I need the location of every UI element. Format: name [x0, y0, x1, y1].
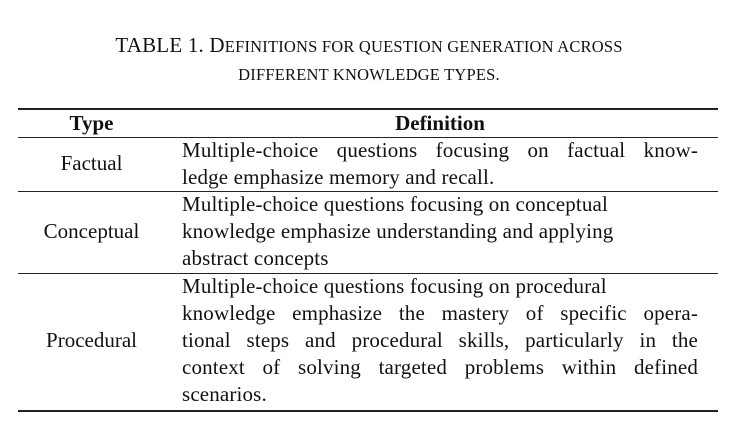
table-caption-text: EFINITIONS FOR QUESTION GENERATION ACROSS [224, 37, 623, 56]
definition-line: knowledge emphasize understanding and applying [182, 219, 614, 243]
type-cell-procedural: Procedural [46, 328, 137, 352]
table-caption-text-continued: DIFFERENT KNOWLEDGE TYPES. [238, 65, 500, 84]
definitions-table [18, 108, 718, 411]
table-caption-initial: D [209, 33, 225, 57]
definition-line: context of solving targeted problems within defined [182, 355, 698, 379]
type-cell-factual: Factual [60, 151, 123, 175]
table-bottom-rule [18, 410, 718, 412]
definition-line: abstract concepts [182, 246, 329, 270]
type-cell-conceptual: Conceptual [43, 219, 140, 243]
definition-cell-factual [182, 137, 698, 191]
definition-line: scenarios. [182, 382, 267, 406]
definition-line: tional steps and procedural skills, particularly in the [182, 328, 698, 352]
definition-line: knowledge emphasize the mastery of specific opera- [182, 301, 698, 325]
definition-cell-conceptual [182, 191, 698, 272]
definition-line: Multiple-choice questions focusing on conceptual [182, 192, 608, 216]
column-header-definition: Definition [395, 111, 485, 135]
definition-cell-procedural [182, 273, 698, 408]
definition-line: Multiple-choice questions focusing on factual know- [182, 138, 698, 162]
table-caption-line-1 [0, 31, 738, 61]
definition-line: Multiple-choice questions focusing on procedural [182, 274, 607, 298]
table-caption-label: TABLE 1. [115, 33, 204, 57]
definition-line: ledge emphasize memory and recall. [182, 165, 495, 189]
column-header-type: Type [69, 111, 114, 135]
table-caption-line-2 [0, 59, 738, 89]
